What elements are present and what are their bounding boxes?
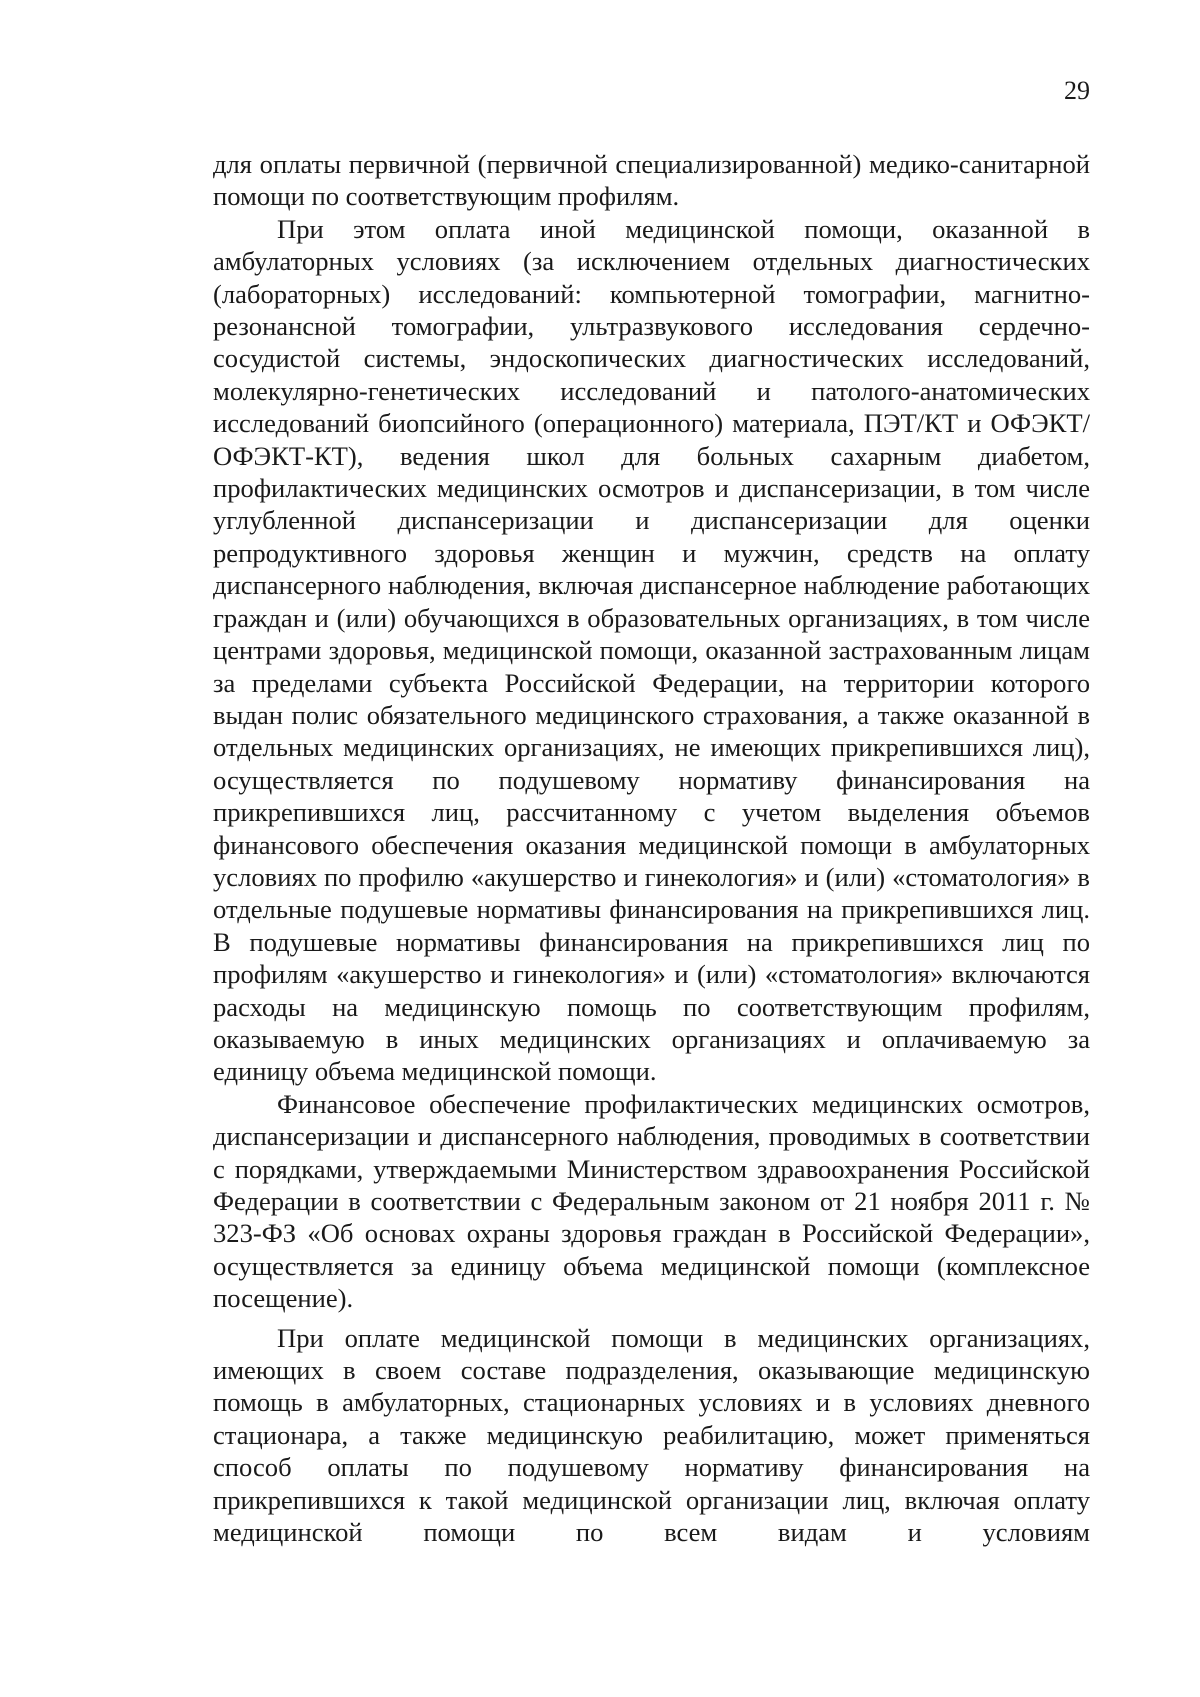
paragraph-outpatient-payment: При этом оплата иной медицинской помощи, оказанной в амбулаторных условиях (за исключением отдельных диагностических (лабораторных) исследований: компьютерной томографии, магнитно-резонансной томографии, ультразвукового исследования сердечно-сосудистой системы, эндоскопических диагностических исследований, молекулярно-генетических исследований и патолого-анатомических исследований биопсийного (операционного) материала, ПЭТ/КТ и ОФЭКТ/ОФЭКТ-КТ), ведения школ для больных сахарным диабетом, профилактических медицинских осмотров и диспансеризации, в том числе углубленной диспансеризации и диспансеризации для оценки репродуктивного здоровья женщин и мужчин, средств на оплату диспансерного наблюдения, включая диспансерное наблюдение работающих граждан и (или) обучающихся в образовательных организациях, в том числе центрами здоровья, медицинской помощи, оказанной застрахованным лицам за пределами субъекта Российской Федерации, на территории которого выдан полис обязательного медицинского страхования, а также оказанной в отдельных медицинских организациях, не имеющих прикрепившихся лиц), осуществляется по подушевому нормативу финансирования на прикрепившихся лиц, рассчитанному с учетом выделения объемов финансового обеспечения оказания медицинской помощи в амбулаторных условиях по профилю «акушерство и гинекология» и (или) «стоматология» в отдельные подушевые нормативы финансирования на прикрепившихся лиц. В подушевые нормативы финансирования на прикрепившихся лиц по профилям «акушерство и гинекология» и (или) «стоматология» включаются расходы на медицинскую помощь по соответствующим профилям, оказываемую в иных медицинских организациях и оплачиваемую за единицу объема медицинской помощи. (213, 213, 1090, 1087)
document-body (213, 148, 1090, 1548)
paragraph-per-capita-payment: При оплате медицинской помощи в медицинских организациях, имеющих в своем составе подразделения, оказывающие медицинскую помощь в амбулаторных, стационарных условиях и в условиях дневного стационара, а также медицинскую реабилитацию, может применяться способ оплаты по подушевому нормативу финансирования на прикрепившихся к такой медицинской организации лиц, включая оплату медицинской помощи по всем видам и условиям (213, 1322, 1090, 1548)
paragraph-preventive-financing: Финансовое обеспечение профилактических медицинских осмотров, диспансеризации и диспансерного наблюдения, проводимых в соответствии с порядками, утверждаемыми Министерством здравоохранения Российской Федерации в соответствии с Федеральным законом от 21 ноября 2011 г. № 323-ФЗ «Об основах охраны здоровья граждан в Российской Федерации», осуществляется за единицу объема медицинской помощи (комплексное посещение). (213, 1088, 1090, 1314)
page-number: 29 (1064, 76, 1090, 105)
paragraph-continuation: для оплаты первичной (первичной специализированной) медико-санитарной помощи по соответствующим профилям. (213, 149, 1090, 212)
